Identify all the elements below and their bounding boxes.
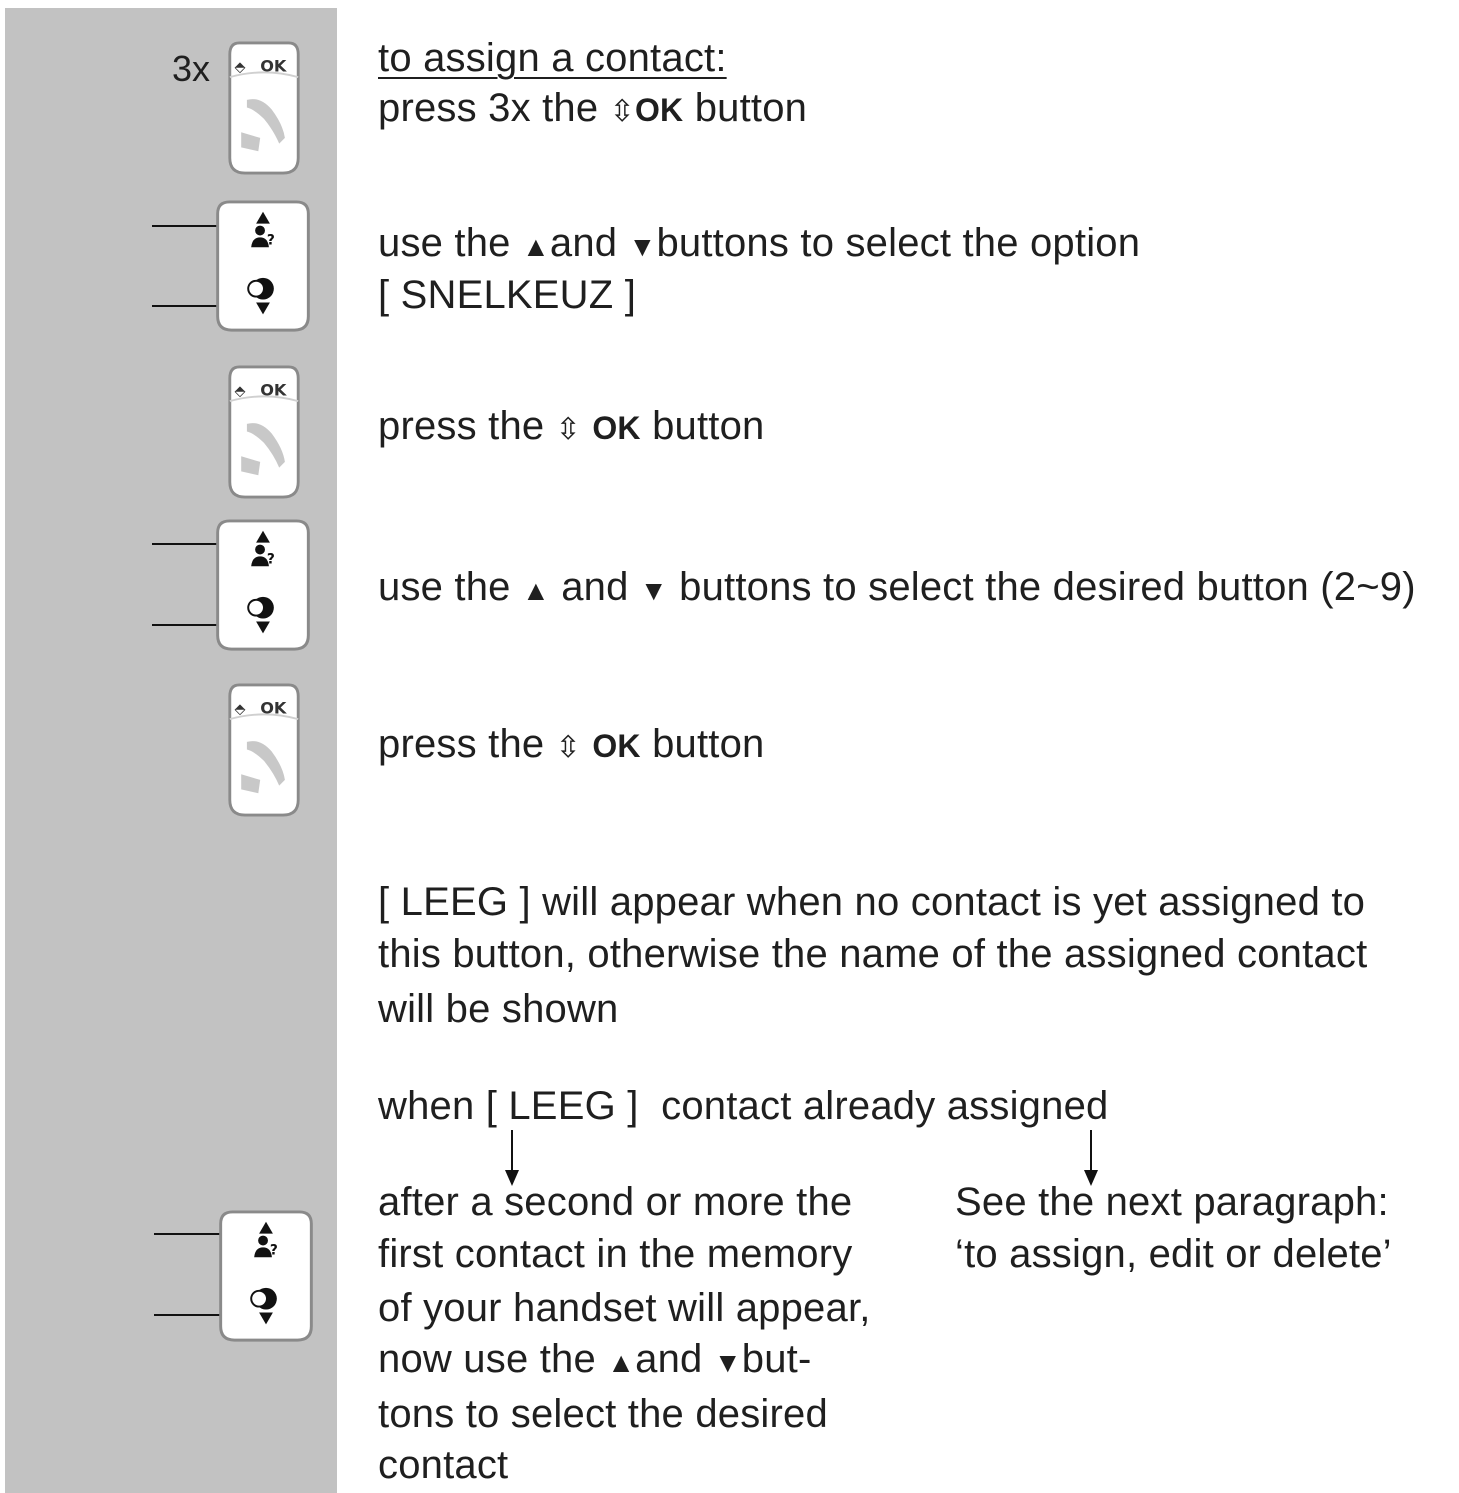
branch-left-line-3: of your handset will appear,	[378, 1286, 871, 1330]
ok-glyph-icon: ⇳	[555, 413, 582, 446]
branch-left-line-4: now use the ▲and ▼but-	[378, 1337, 812, 1381]
branch-right-line-1: See the next paragraph:	[955, 1180, 1389, 1224]
step-7-text: when [ LEEG ] contact already assigned	[378, 1084, 1109, 1128]
down-triangle-icon: ▼	[713, 1347, 742, 1378]
branch-left-line-5: tons to select the desired	[378, 1392, 828, 1436]
ok-key-icon	[226, 38, 302, 178]
branch-left-line-2: first contact in the memory	[378, 1232, 853, 1276]
ok-label: OK	[592, 728, 641, 764]
option-snelkeuz: [ SNELKEUZ ]	[378, 273, 637, 317]
ok-key-icon	[226, 362, 302, 502]
ok-label: OK	[634, 92, 684, 128]
step-6-line-3: will be shown	[378, 987, 619, 1031]
ok-label: OK	[592, 410, 641, 446]
step-6-line-1: [ LEEG ] will appear when no contact is yet assigned to	[378, 880, 1366, 924]
press-count-label: 3x	[172, 48, 211, 89]
branch-left-line-6: contact	[378, 1443, 509, 1487]
branch-left-line-1: after a second or more the	[378, 1180, 853, 1224]
branch-right-line-2: ‘to assign, edit or delete’	[955, 1232, 1392, 1276]
step-3-text: press the ⇳ OK button	[378, 404, 765, 448]
step-4-text: use the ▲ and ▼ buttons to select the desired button (2~9)	[378, 565, 1416, 609]
step-6-line-2: this button, otherwise the name of the assigned contact	[378, 932, 1368, 976]
ok-glyph-icon: ⇳	[555, 731, 582, 764]
down-triangle-icon: ▼	[639, 575, 668, 606]
nav-key-icon	[216, 1208, 316, 1346]
step-1-text: press 3x the ⇳OK button	[378, 86, 808, 130]
section-heading: to assign a contact:	[378, 36, 727, 80]
up-triangle-icon: ▲	[521, 231, 550, 262]
ok-glyph-icon: ⇳	[609, 95, 635, 128]
ok-key-icon	[226, 680, 302, 820]
nav-key-icon	[213, 517, 313, 655]
up-triangle-icon: ▲	[521, 575, 550, 606]
up-triangle-icon: ▲	[607, 1347, 636, 1378]
down-triangle-icon: ▼	[628, 231, 657, 262]
nav-key-icon	[213, 198, 313, 336]
step-5-text: press the ⇳ OK button	[378, 722, 765, 766]
step-2-text: use the ▲and ▼buttons to select the option	[378, 221, 1141, 265]
